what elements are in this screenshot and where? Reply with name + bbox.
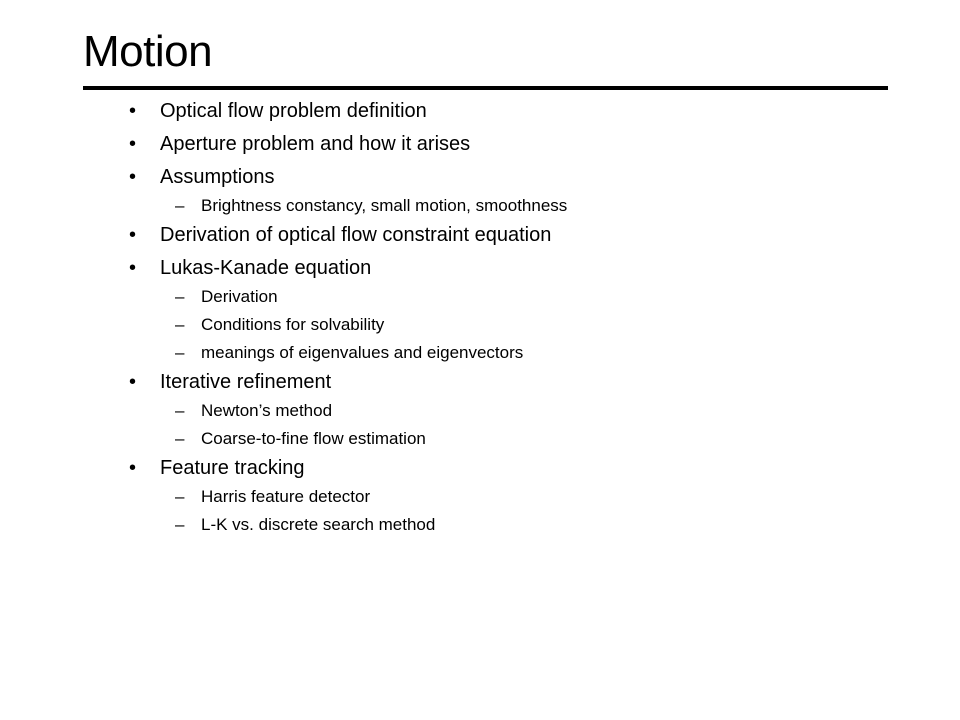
bullet-marker: • <box>129 371 137 393</box>
sub-bullet-item <box>0 511 960 539</box>
bullet-item <box>0 96 960 126</box>
bullet-list <box>0 96 960 539</box>
sub-bullet-item <box>0 283 960 311</box>
sub-bullet-marker: – <box>175 287 185 306</box>
bullet-text: Derivation of optical flow constraint equation <box>160 224 552 246</box>
bullet-item <box>0 453 960 483</box>
bullet-text: Iterative refinement <box>160 371 332 393</box>
sub-bullet-text: Brightness constancy, small motion, smoothness <box>201 196 568 215</box>
sub-bullet-marker: – <box>175 343 185 362</box>
bullet-text: Assumptions <box>160 166 275 188</box>
bullet-marker: • <box>129 166 137 188</box>
bullet-marker: • <box>129 133 137 155</box>
sub-bullet-marker: – <box>175 487 185 506</box>
sub-bullet-marker: – <box>175 315 185 334</box>
bullet-marker: • <box>129 457 137 479</box>
bullet-text: Aperture problem and how it arises <box>160 133 471 155</box>
bullet-item <box>0 253 960 283</box>
bullet-item <box>0 220 960 250</box>
bullet-text: Optical flow problem definition <box>160 100 427 122</box>
sub-bullet-text: Conditions for solvability <box>201 315 385 334</box>
sub-bullet-text: L-K vs. discrete search method <box>201 515 436 534</box>
sub-bullet-text: Newton’s method <box>201 401 333 420</box>
bullet-marker: • <box>129 100 137 122</box>
sub-bullet-item <box>0 339 960 367</box>
bullet-item <box>0 162 960 192</box>
sub-bullet-item <box>0 397 960 425</box>
sub-bullet-text: Coarse-to-fine flow estimation <box>201 429 426 448</box>
sub-bullet-item <box>0 483 960 511</box>
sub-bullet-item <box>0 425 960 453</box>
sub-bullet-item <box>0 192 960 220</box>
bullet-text: Feature tracking <box>160 457 305 479</box>
sub-bullet-marker: – <box>175 429 185 448</box>
sub-bullet-text: Derivation <box>201 287 278 306</box>
sub-bullet-marker: – <box>175 515 185 534</box>
bullet-item <box>0 367 960 397</box>
bullet-item <box>0 129 960 159</box>
bullet-marker: • <box>129 224 137 246</box>
bullet-text: Lukas-Kanade equation <box>160 257 372 279</box>
sub-bullet-text: Harris feature detector <box>201 487 371 506</box>
sub-bullet-text: meanings of eigenvalues and eigenvectors <box>201 343 524 362</box>
bullet-marker: • <box>129 257 137 279</box>
sub-bullet-marker: – <box>175 401 185 420</box>
sub-bullet-item <box>0 311 960 339</box>
title-divider <box>83 86 888 90</box>
slide-title: Motion <box>83 27 213 76</box>
sub-bullet-marker: – <box>175 196 185 215</box>
